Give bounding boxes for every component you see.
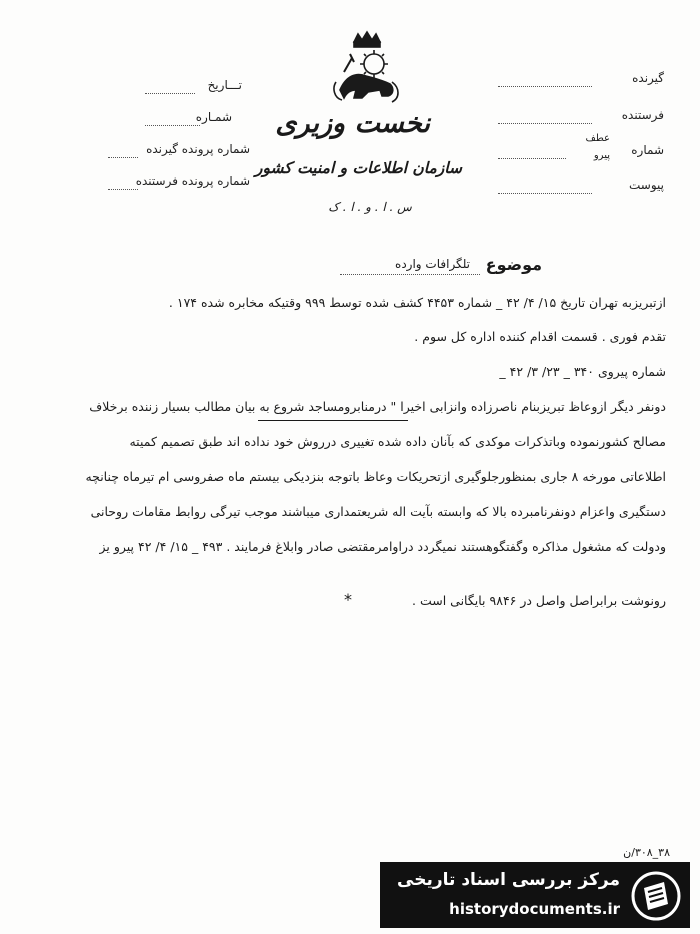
receiver-file-number-line — [108, 157, 138, 158]
body-paragraph-line: مصالح کشورنموده وباتذکرات موکدی که بآنان داده شده تغییری درروش خود نداده اند طبق تصمیم کمیته — [129, 434, 666, 449]
body-paragraph-line: ودولت که مشغول مذاکره وگفتگوهستند نمیگردد دراوامرمقتضی صادر وابلاغ فرمایند . ۴۹۳ _ ۱۵/ ۴/ ۴۲ پیرو یز — [99, 539, 666, 554]
ref-number-line — [498, 158, 566, 159]
body-paragraph-line: دستگیری واعزام دونفرنامبرده بالا که وابسته بآیت اله شریعتمداری میباشند موجب تیرگی روابط مقامات روحانی — [90, 504, 666, 519]
recipient-label: گیرنده — [632, 71, 664, 85]
priority-line: تقدم فوری . قسمت اقدام کننده اداره کل سوم . — [414, 329, 666, 344]
subject-line — [340, 274, 480, 275]
body-paragraph-line: اطلاعاتی مورخه ۸ جاری بمنظورجلوگیری ازتحریکات وعاظ باتوجه بنزدیکی بیستم ماه صفروسی ام تیرماه چنانچه — [85, 469, 666, 484]
date-field-line — [145, 93, 195, 94]
watermark-brand-name: مرکز بررسی اسناد تاریخی — [397, 870, 620, 890]
org-code: س . ا . و . ا . ک — [328, 200, 412, 214]
sender-label: فرستنده — [621, 108, 664, 122]
copy-certification-line: رونوشت برابراصل واصل در ۹۸۴۶ بایگانی است . — [412, 593, 666, 608]
org-subtitle: سازمان اطلاعات و امنیت کشور — [254, 158, 462, 177]
date-field-label: تـــاریخ — [207, 78, 242, 92]
watermark-banner — [380, 862, 690, 928]
subject-label: موضوع — [485, 255, 542, 274]
attachment-line — [498, 193, 592, 194]
closing-mark: * — [344, 590, 352, 609]
ref-note-peyro: پیرو — [593, 150, 610, 161]
telegram-header-line: ازتبریزبه تهران تاریخ ۱۵/ ۴/ ۴۲ _ شماره ۴۴۵۳ کشف شده توسط ۹۹۹ وقتیکه مخابره شده ۱۷۴ . — [168, 295, 666, 310]
recipient-line — [498, 86, 592, 87]
archive-logo-icon — [630, 870, 682, 922]
follow-up-number-line: شماره پیروی ۳۴۰ _ ۲۳/ ۳/ ۴۲ _ — [499, 364, 666, 379]
sender-line — [498, 123, 592, 124]
receiver-file-number-label: شماره پرونده گیرنده — [146, 142, 250, 156]
sender-file-number-line — [108, 189, 138, 190]
lion-and-sun-emblem-icon — [322, 28, 412, 108]
sender-file-number-label: شماره پرونده فرستنده — [135, 174, 250, 188]
footer-ref-number: ۳۸_۳۰۸/ن — [623, 846, 670, 859]
org-title: نخست وزیری — [275, 108, 430, 139]
attachment-label: پیوست — [629, 178, 664, 192]
ref-note-atf: عطف — [585, 133, 610, 144]
number-field-line — [145, 125, 200, 126]
ref-number-label: شماره — [631, 143, 664, 157]
subject-value: تلگرافات وارده — [395, 257, 470, 271]
watermark-url: historydocuments.ir — [449, 900, 620, 918]
number-field-label: شمـاره — [195, 110, 232, 124]
name-underline — [258, 420, 408, 421]
body-paragraph-line: دونفر دیگر ازوعاظ تبریزبنام ناصرزاده وانزابی اخیرا " درمنابرومساجد شروع به بیان مطالب بسیار زننده برخلاف — [89, 399, 666, 414]
